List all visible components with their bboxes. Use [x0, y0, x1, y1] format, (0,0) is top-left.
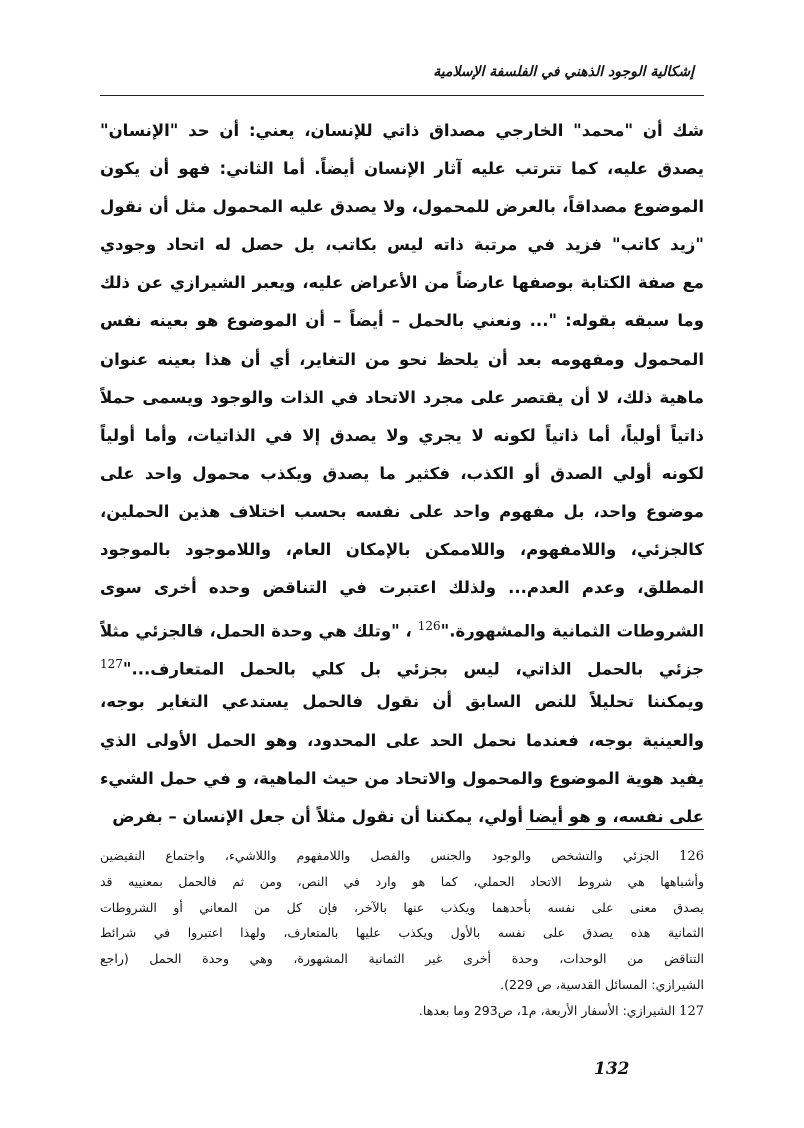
footnote-text: الشيرازي: الأسفار الأربعة، م1، ص293 وما بعدها. — [418, 1002, 676, 1018]
body-line: ذاتياً أولياً، أما ذاتياً لكونه لا يجري ولا يصدق إلا في الذاتيات، وأما أولياً — [100, 425, 704, 445]
header-rule — [100, 95, 704, 96]
body-line-part: جزئي بالحمل الذاتي، ليس بجزئي بل كلي بالحمل المتعارف..." — [122, 659, 704, 679]
body-line: يفيد هوية الموضوع والمحمول والاتحاد من حيث الماهية، و في حمل الشيء — [100, 768, 704, 788]
body-line: مع صفة الكتابة بوصفها عارضاً من الأعراض عليه، ويعبر الشيرازي عن ذلك — [100, 273, 704, 293]
footnote-text: الجزئي والتشخص والوجود والجنس والفصل واللامفهوم واللاشيء، واجتماع النقيضين — [100, 848, 660, 863]
body-line-with-footnote-ref — [100, 645, 704, 683]
footnote-line: التناقض من الوحدات، وحدة أخرى غير الثمانية المشهورة، وهي وحدة الحمل (راجع — [100, 951, 704, 967]
body-line-part: ، "وتلك هي وحدة الحمل، فالجزئي مثلاً — [100, 621, 412, 641]
page-number: 132 — [594, 1059, 630, 1079]
footnote-separator — [526, 829, 704, 830]
body-line: والعينية بوجه، فعندما نحمل الحد على المحدود، وهو الحمل الأولى الذي — [100, 730, 704, 750]
footnote-line: وأشباهها هي شروط الاتحاد الحملي، كما هو وارد في النص، ومن ثم فالحمل بمعنييه قد — [100, 873, 704, 889]
body-line-with-footnote-ref — [100, 607, 704, 645]
footnote-number: 126 — [679, 849, 704, 864]
body-line: ماهية ذلك، لا أن يقتصر على مجرد الاتحاد في الذات والوجود ويسمى حملاً — [100, 387, 704, 407]
body-line: لكونه أولي الصدق أو الكذب، فكثير ما يصدق ويكذب محمول واحد على — [100, 463, 704, 483]
footnote-line — [100, 998, 704, 1024]
body-line: على نفسه، و هو أيضا أولي، يمكننا أن نقول مثلاً أن جعل الإنسان – بفرض — [112, 806, 704, 826]
body-text — [100, 112, 704, 836]
body-line: شك أن "محمد" الخارجي مصداق ذاتي للإنسان، يعني: أن حد "الإنسان" — [100, 121, 704, 140]
footnote-ref-126[interactable]: 126 — [417, 619, 441, 634]
body-line: وما سبقه بقوله: "... ونعني بالحمل – أيضاً – أن الموضوع هو بعينه نفس — [100, 311, 704, 331]
body-line: المحمول ومفهومه بعد أن يلحظ نحو من التغاير، أي أن هذا بعينه عنوان — [100, 349, 704, 369]
body-line: "زيد كاتب" فزيد في مرتبة ذاته ليس بكاتب، بل حصل له اتحاد وجودي — [100, 235, 704, 255]
footnote-line: يصدق معنى على نفسه بأحدهما ويكذب عنها بالآخر، فإن كل من المعاني أو الشروطات — [100, 899, 704, 915]
footnote-line — [100, 843, 704, 869]
body-line: الموضوع مصداقاً، بالعرض للمحمول، ولا يصدق عليه المحمول مثل أن نقول — [100, 197, 704, 217]
body-line: ويمكننا تحليلاً للنص السابق أن نقول فالحمل يستدعي التغاير بوجه، — [100, 692, 704, 712]
footnote-line: الثمانية هذه يصدق على نفسه بالأول ويكذب عليها بالمتعارف، ولهذا اعتبروا في شرائط — [100, 925, 704, 941]
footnotes — [100, 843, 704, 1024]
body-line: كالجزئي، واللامفهوم، واللاممكن بالإمكان العام، واللاموجود بالموجود — [100, 540, 704, 560]
footnote-line: الشيرازي: المسائل القدسية، ص 229). — [500, 976, 704, 992]
footnote-ref-127[interactable]: 127 — [100, 657, 123, 672]
body-line: موضوع واحد، بل مفهوم واحد على نفسه بحسب اختلاف هذين الحملين، — [100, 501, 704, 521]
running-head: إشكالية الوجود الذهني في الفلسفة الإسلامية — [433, 64, 694, 80]
body-line: يصدق عليه، كما تترتب عليه آثار الإنسان أيضاً. أما الثاني: فهو أن يكون — [100, 159, 704, 179]
body-line: المطلق، وعدم العدم... ولذلك اعتبرت في التناقض وحده أخرى سوى — [100, 578, 704, 598]
body-line-part: الشروطات الثمانية والمشهورة." — [440, 621, 704, 641]
footnote-number: 127 — [679, 1003, 704, 1019]
